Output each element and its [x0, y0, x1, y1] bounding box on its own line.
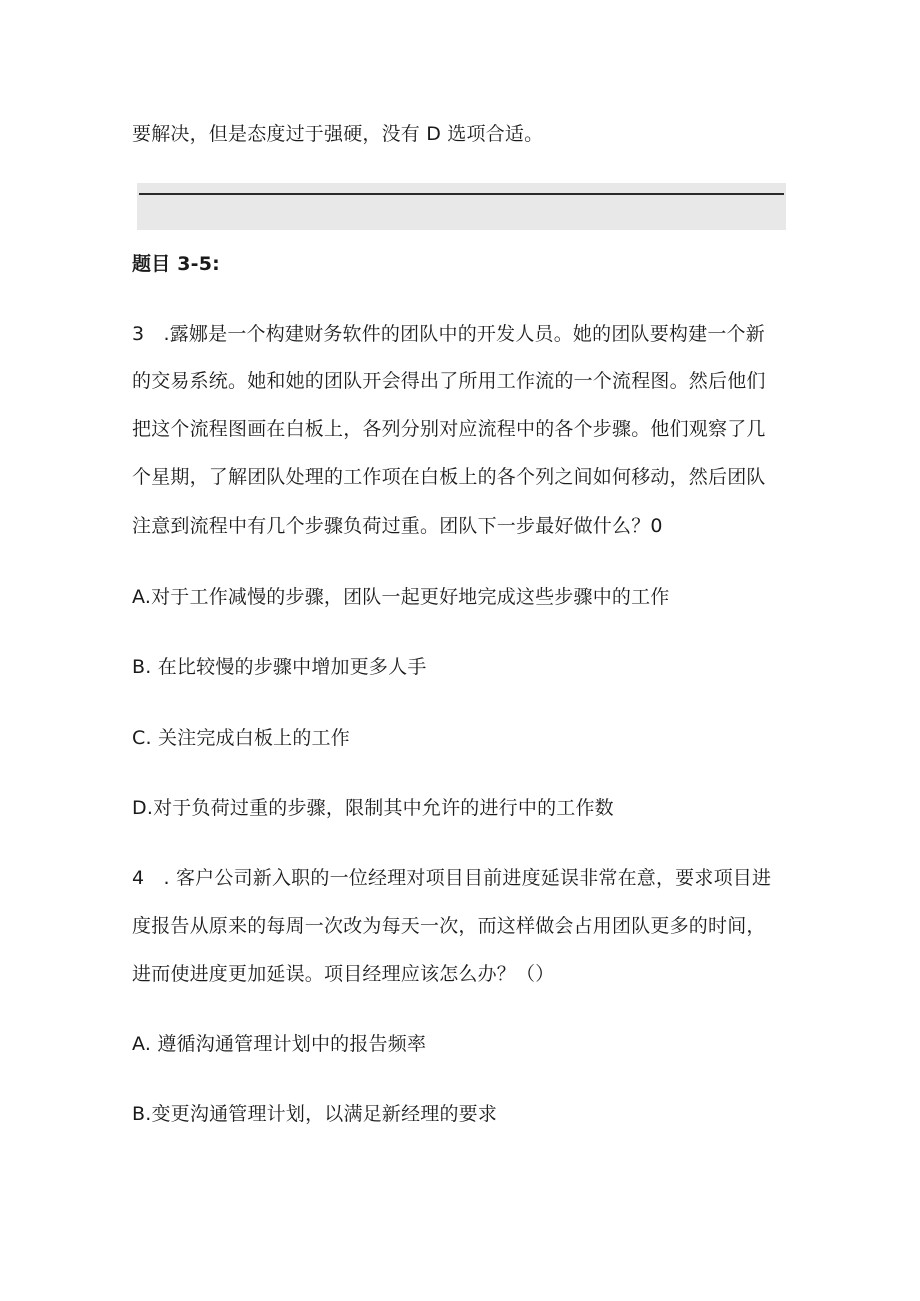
question-3-line: 个星期，了解团队处理的工作项在白板上的各个列之间如何移动，然后团队 — [132, 466, 766, 488]
section-divider — [137, 183, 786, 230]
question-4-option-b: B.变更沟通管理计划，以满足新经理的要求 — [132, 1103, 498, 1125]
section-title: 题目 3-5: — [132, 253, 220, 275]
question-3-option-c: C. 关注完成白板上的工作 — [132, 727, 350, 749]
divider-rule — [139, 193, 784, 195]
question-4-line: 度报告从原来的每周一次改为每天一次，而这样做会占用团队更多的时间， — [132, 915, 766, 937]
question-3-line: 把这个流程图画在白板上，各列分别对应流程中的各个步骤。他们观察了几 — [132, 418, 766, 440]
question-3-line: 的交易系统。她和她的团队开会得出了所用工作流的一个流程图。然后他们 — [132, 370, 766, 392]
question-3-option-b: B. 在比较慢的步骤中增加更多人手 — [132, 656, 427, 678]
question-4-option-a: A. 遵循沟通管理计划中的报告频率 — [132, 1033, 427, 1055]
question-4-line: 进而使进度更加延误。项目经理应该怎么办？（） — [132, 963, 555, 985]
question-4-line: 4 . 客户公司新入职的一位经理对项目目前进度延误非常在意，要求项目进 — [132, 867, 772, 889]
question-3-line: 注意到流程中有几个步骤负荷过重。团队下一步最好做什么？0 — [132, 515, 663, 537]
question-3-line: 3 .露娜是一个构建财务软件的团队中的开发人员。她的团队要构建一个新 — [132, 323, 765, 345]
previous-answer-continuation: 要解决，但是态度过于强硬，没有 D 选项合适。 — [132, 123, 544, 145]
question-3-option-d: D.对于负荷过重的步骤，限制其中允许的进行中的工作数 — [132, 797, 614, 819]
question-3-option-a: A.对于工作减慢的步骤，团队一起更好地完成这些步骤中的工作 — [132, 586, 670, 608]
